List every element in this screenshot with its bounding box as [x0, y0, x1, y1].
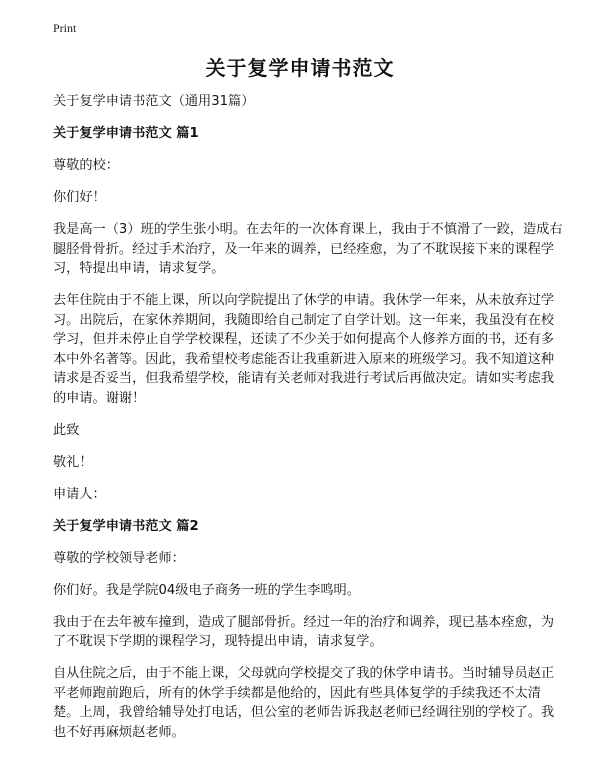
article1-closing-2: 敬礼！: [53, 454, 93, 470]
article1-greeting: 你们好！: [53, 190, 106, 205]
article1-heading: 关于复学申请书范文 篇1: [53, 126, 199, 141]
article2-paragraph-2: 我由于在去年被车撞到，造成了腿部骨折。经过一年的治疗和调养，现已基本痊愈，为了不耽误下学期的课程学习，现特提出申请，请求复学。: [53, 614, 555, 649]
document-subtitle: 关于复学申请书范文（通用31篇）: [53, 94, 255, 109]
page-title: 关于复学申请书范文: [205, 56, 395, 80]
article1-paragraph-1: 我是高一（3）班的学生张小明。在去年的一次体育课上，我由于不慎滑了一跤，造成右腿胫骨骨折。经过手术治疗，及一年来的调养，已经痊愈，为了不耽误接下来的课程学习，特提出申请，请求复学。: [53, 222, 563, 276]
article1-closing-1: 此致: [53, 422, 80, 438]
article1-paragraph-2: 去年住院由于不能上课，所以向学院提出了休学的申请。我休学一年来，从未放弃过学习。出院后，在家休养期间，我随即给自己制定了自学计划。这一年来，我虽没有在校学习，但并未停止自学学校课程，还读了不少关于如何提高个人修养方面的书，还有多本中外名著等。因此，我希望校考虑能否让我重新进入原来的班级学习。我不知道这种请求是否妥当，但我希望学校，能请有关老师对我进行考试后再做决定。请如实考虑我的申请。谢谢！: [53, 293, 555, 406]
article2-salutation: 尊敬的学校领导老师：: [53, 550, 185, 566]
print-link[interactable]: Print: [53, 21, 77, 35]
article2-paragraph-1: 你们好。我是学院04级电子商务一班的学生李鸣明。: [53, 582, 360, 598]
article1-salutation: 尊敬的校：: [53, 158, 119, 173]
article1-applicant: 申请人：: [53, 486, 106, 502]
document-body: [53, 92, 565, 755]
article2-heading: 关于复学申请书范文 篇2: [53, 518, 199, 534]
article2-paragraph-3: 自从住院之后，由于不能上课，父母就向学校提交了我的休学申请书。当时辅导员赵正平老师跑前跑后，所有的休学手续都是他给的，因此有些具体复学的手续我还不太清楚。上周，我曾给辅导处打电话，但公室的老师告诉我赵老师已经调往别的学校了。我也不好再麻烦赵老师。: [53, 666, 555, 740]
